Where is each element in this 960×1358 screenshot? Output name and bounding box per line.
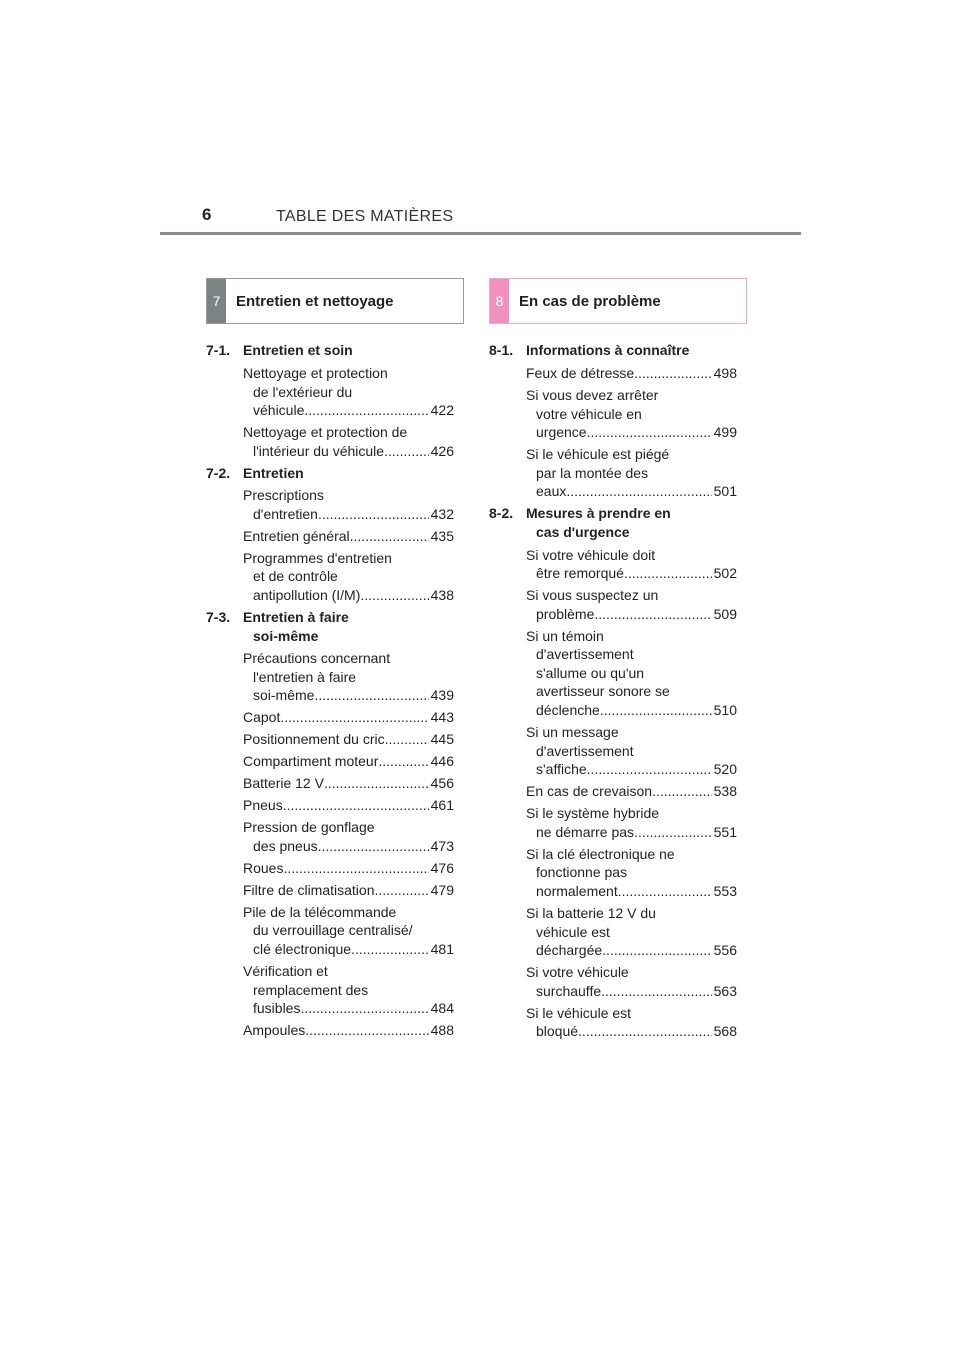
toc-entry[interactable] bbox=[489, 1004, 737, 1041]
header-rule bbox=[160, 232, 801, 235]
dot-leader bbox=[634, 364, 711, 383]
entry-line bbox=[243, 962, 454, 981]
entry-text: Prescriptions bbox=[243, 487, 324, 504]
entry-line bbox=[526, 1022, 737, 1041]
entry-line bbox=[526, 701, 737, 720]
entry-line bbox=[243, 505, 454, 524]
entry-line bbox=[526, 664, 737, 683]
page-reference: 473 bbox=[430, 837, 454, 854]
entry-text: Positionnement du cric bbox=[243, 731, 385, 748]
dot-leader bbox=[318, 505, 429, 524]
entry-text: Si le véhicule est piégé bbox=[526, 446, 670, 463]
page-reference: 556 bbox=[713, 942, 737, 959]
toc-entry[interactable] bbox=[206, 774, 454, 793]
page-reference: 568 bbox=[713, 1023, 737, 1040]
entry-text: Nettoyage et protection bbox=[243, 364, 388, 381]
toc-entry[interactable] bbox=[206, 903, 454, 959]
dot-leader bbox=[602, 941, 711, 960]
dot-leader bbox=[324, 774, 429, 793]
page-reference: 443 bbox=[430, 709, 454, 726]
entry-line bbox=[526, 963, 737, 982]
entry-line bbox=[526, 423, 737, 442]
entry-text: par la montée des bbox=[536, 464, 649, 481]
entry-line bbox=[243, 423, 454, 442]
entry-text: Feux de détresse bbox=[526, 364, 635, 381]
toc-entry[interactable] bbox=[206, 881, 454, 900]
subsection-number: 7-2. bbox=[206, 464, 231, 481]
entry-line bbox=[526, 586, 737, 605]
entry-text: Si un témoin bbox=[526, 627, 604, 644]
page-reference: 502 bbox=[713, 565, 737, 582]
entry-line bbox=[526, 782, 737, 801]
entry-line bbox=[243, 401, 454, 420]
entry-text: Roues bbox=[243, 859, 284, 876]
header-title: TABLE DES MATIÈRES bbox=[276, 208, 454, 225]
entry-line bbox=[243, 567, 454, 586]
page-reference: 488 bbox=[430, 1022, 454, 1039]
page-reference: 563 bbox=[713, 982, 737, 999]
entry-text: antipollution (I/M) bbox=[253, 587, 361, 604]
section-tab-8[interactable] bbox=[489, 278, 747, 324]
page-reference: 520 bbox=[713, 761, 737, 778]
toc-entry[interactable] bbox=[489, 845, 737, 901]
toc-entry[interactable] bbox=[489, 546, 737, 583]
section-title: Entretien et nettoyage bbox=[236, 292, 394, 310]
entry-text: Pression de gonflage bbox=[243, 819, 375, 836]
entry-line bbox=[526, 904, 737, 923]
entry-text: Pneus bbox=[243, 797, 283, 814]
page-reference: 438 bbox=[430, 587, 454, 604]
subsection-heading[interactable] bbox=[206, 341, 454, 360]
page-reference: 439 bbox=[430, 687, 454, 704]
dot-leader bbox=[384, 442, 429, 461]
toc-entry[interactable] bbox=[206, 423, 454, 460]
entry-text: Entretien général bbox=[243, 527, 350, 544]
entry-text: Ampoules bbox=[243, 1022, 306, 1039]
entry-line bbox=[243, 442, 454, 461]
entry-line bbox=[243, 796, 454, 815]
entry-text: ne démarre pas bbox=[536, 823, 635, 840]
entry-line bbox=[526, 845, 737, 864]
entry-text: de l'extérieur du bbox=[253, 383, 353, 400]
subsection-title: Entretien à faire soi-même bbox=[243, 609, 349, 644]
toc-entry[interactable] bbox=[489, 723, 737, 779]
entry-text: Si la clé électronique ne bbox=[526, 845, 675, 862]
toc-entry[interactable] bbox=[206, 649, 454, 705]
page-reference: 435 bbox=[430, 527, 454, 544]
entry-text: déclenche bbox=[536, 702, 600, 719]
entry-line bbox=[243, 383, 454, 402]
entry-text: fusibles bbox=[253, 1000, 301, 1017]
entry-line bbox=[243, 668, 454, 687]
toc-entry[interactable] bbox=[489, 904, 737, 960]
entry-text: Si le système hybride bbox=[526, 805, 660, 822]
toc-entry[interactable] bbox=[206, 527, 454, 546]
subsection-title: Entretien et soin bbox=[243, 342, 353, 359]
subsection-heading[interactable] bbox=[206, 608, 454, 645]
toc-entry[interactable] bbox=[489, 963, 737, 1000]
entry-text: d'avertissement bbox=[536, 646, 634, 663]
subsection-title: Entretien bbox=[243, 464, 304, 481]
dot-leader bbox=[375, 881, 429, 900]
section-number: 7 bbox=[207, 279, 226, 323]
entry-text: Vérification et bbox=[243, 963, 328, 980]
entry-line bbox=[243, 708, 454, 727]
entry-text: Batterie 12 V bbox=[243, 775, 324, 792]
dot-leader bbox=[601, 982, 712, 1001]
entry-line bbox=[243, 921, 454, 940]
dot-leader bbox=[318, 837, 429, 856]
dot-leader bbox=[283, 796, 429, 815]
entry-line bbox=[243, 940, 454, 959]
toc-entry[interactable] bbox=[489, 782, 737, 801]
toc-entry[interactable] bbox=[206, 549, 454, 605]
entry-text: Compartiment moteur bbox=[243, 753, 379, 770]
section-tab-7[interactable] bbox=[206, 278, 464, 324]
dot-leader bbox=[283, 859, 428, 878]
dot-leader bbox=[566, 482, 711, 501]
entry-line bbox=[526, 1004, 737, 1023]
page-reference: 445 bbox=[430, 731, 454, 748]
entry-line bbox=[243, 818, 454, 837]
subsection-number: 8-2. bbox=[489, 505, 514, 522]
page-reference: 456 bbox=[430, 775, 454, 792]
subsection-title: Mesures à prendre en cas d'urgence bbox=[526, 505, 671, 540]
page-reference: 501 bbox=[713, 483, 737, 500]
entry-text: s'affiche bbox=[536, 761, 587, 778]
page-reference: 553 bbox=[713, 882, 737, 899]
entry-line bbox=[526, 723, 737, 742]
page-reference: 481 bbox=[430, 941, 454, 958]
entry-line bbox=[526, 804, 737, 823]
page-reference: 426 bbox=[430, 442, 454, 459]
page-reference: 510 bbox=[713, 702, 737, 719]
entry-text: Si la batterie 12 V du bbox=[526, 904, 656, 921]
entry-text: En cas de crevaison bbox=[526, 783, 653, 800]
page-reference: 432 bbox=[430, 505, 454, 522]
dot-leader bbox=[304, 401, 428, 420]
toc-entry[interactable] bbox=[206, 796, 454, 815]
dot-leader bbox=[280, 708, 428, 727]
entry-text: problème bbox=[536, 605, 595, 622]
entry-line bbox=[243, 903, 454, 922]
page-reference: 538 bbox=[713, 783, 737, 800]
entry-text: fonctionne pas bbox=[536, 864, 628, 881]
dot-leader bbox=[587, 423, 712, 442]
section-title: En cas de problème bbox=[519, 292, 661, 310]
entry-line bbox=[526, 982, 737, 1001]
dot-leader bbox=[624, 564, 712, 583]
entry-line bbox=[526, 760, 737, 779]
entry-line bbox=[526, 386, 737, 405]
entry-text: et de contrôle bbox=[253, 568, 338, 585]
dot-leader bbox=[350, 527, 429, 546]
entry-line bbox=[243, 859, 454, 878]
toc-column-section-8 bbox=[489, 340, 737, 1044]
toc-entry[interactable] bbox=[206, 752, 454, 771]
dot-leader bbox=[360, 586, 428, 605]
dot-leader bbox=[652, 782, 712, 801]
entry-text: l'intérieur du véhicule bbox=[253, 442, 385, 459]
entry-line bbox=[243, 1021, 454, 1040]
entry-line bbox=[526, 445, 737, 464]
dot-leader bbox=[587, 760, 712, 779]
toc-entry[interactable] bbox=[206, 364, 454, 420]
entry-text: Si un message bbox=[526, 724, 619, 741]
dot-leader bbox=[305, 1021, 428, 1040]
entry-line bbox=[526, 546, 737, 565]
dot-leader bbox=[594, 605, 711, 624]
page-reference: 509 bbox=[713, 605, 737, 622]
toc-entry[interactable] bbox=[206, 818, 454, 855]
page-reference: 476 bbox=[430, 859, 454, 876]
toc-subsection bbox=[489, 341, 737, 501]
entry-text: l'entretien à faire bbox=[253, 668, 357, 685]
entry-text: Si votre véhicule bbox=[526, 964, 629, 981]
entry-text: Pile de la télécommande bbox=[243, 903, 397, 920]
entry-text: Précautions concernant bbox=[243, 650, 391, 667]
dot-leader bbox=[378, 752, 428, 771]
toc-entry[interactable] bbox=[206, 962, 454, 1018]
entry-text: Si vous suspectez un bbox=[526, 587, 659, 604]
entry-text: urgence bbox=[536, 424, 587, 441]
toc-column-section-7 bbox=[206, 340, 454, 1043]
page-reference: 499 bbox=[713, 424, 737, 441]
entry-text: d'avertissement bbox=[536, 742, 634, 759]
page-reference: 446 bbox=[430, 753, 454, 770]
toc-entry[interactable] bbox=[206, 708, 454, 727]
subsection-heading[interactable] bbox=[489, 504, 737, 541]
entry-text: Si votre véhicule doit bbox=[526, 546, 656, 563]
toc-entry[interactable] bbox=[489, 627, 737, 720]
entry-line bbox=[243, 999, 454, 1018]
dot-leader bbox=[300, 999, 428, 1018]
page-reference: 498 bbox=[713, 364, 737, 381]
section-number: 8 bbox=[490, 279, 509, 323]
subsection-number: 8-1. bbox=[489, 342, 514, 359]
entry-text: être remorqué bbox=[536, 565, 624, 582]
entry-text: des pneus bbox=[253, 837, 318, 854]
entry-line bbox=[243, 649, 454, 668]
entry-line bbox=[243, 752, 454, 771]
entry-text: véhicule est bbox=[536, 923, 610, 940]
entry-line bbox=[243, 586, 454, 605]
entry-text: normalement bbox=[536, 882, 618, 899]
entry-line bbox=[243, 527, 454, 546]
entry-line bbox=[526, 863, 737, 882]
entry-line bbox=[243, 981, 454, 1000]
toc-entry[interactable] bbox=[206, 859, 454, 878]
entry-line bbox=[243, 730, 454, 749]
toc-entry[interactable] bbox=[206, 1021, 454, 1040]
entry-text: véhicule bbox=[253, 402, 305, 419]
entry-line bbox=[526, 482, 737, 501]
toc-entry[interactable] bbox=[489, 445, 737, 501]
entry-line bbox=[526, 564, 737, 583]
entry-text: Capot bbox=[243, 709, 281, 726]
entry-text: clé électronique bbox=[253, 941, 352, 958]
entry-line bbox=[526, 941, 737, 960]
entry-line bbox=[526, 627, 737, 646]
entry-text: Filtre de climatisation bbox=[243, 881, 375, 898]
entry-line bbox=[243, 774, 454, 793]
toc-entry[interactable] bbox=[489, 386, 737, 442]
entry-line bbox=[243, 686, 454, 705]
entry-text: du verrouillage centralisé/ bbox=[253, 922, 413, 939]
entry-line bbox=[243, 549, 454, 568]
entry-text: bloqué bbox=[536, 1023, 579, 1040]
page-reference: 484 bbox=[430, 1000, 454, 1017]
entry-line bbox=[526, 823, 737, 842]
page-reference: 479 bbox=[430, 881, 454, 898]
toc-entry[interactable] bbox=[489, 364, 737, 383]
entry-text: avertisseur sonore se bbox=[536, 683, 670, 700]
entry-text: d'entretien bbox=[253, 505, 318, 522]
subsection-number: 7-3. bbox=[206, 609, 231, 626]
dot-leader bbox=[618, 882, 712, 901]
entry-text: Si vous devez arrêter bbox=[526, 386, 659, 403]
toc-entry[interactable] bbox=[489, 804, 737, 841]
dot-leader bbox=[578, 1022, 712, 1041]
entry-line bbox=[243, 881, 454, 900]
dot-leader bbox=[600, 701, 712, 720]
entry-text: s'allume ou qu'un bbox=[536, 664, 645, 681]
entry-line bbox=[526, 364, 737, 383]
entry-line bbox=[526, 682, 737, 701]
page-number: 6 bbox=[202, 205, 212, 224]
entry-line bbox=[526, 605, 737, 624]
entry-text: soi-même bbox=[253, 687, 315, 704]
entry-text: surchauffe bbox=[536, 982, 602, 999]
entry-line bbox=[526, 464, 737, 483]
toc-subsection bbox=[489, 504, 737, 1041]
entry-line bbox=[526, 923, 737, 942]
subsection-heading[interactable] bbox=[489, 341, 737, 360]
subsection-number: 7-1. bbox=[206, 342, 231, 359]
toc-subsection bbox=[206, 608, 454, 1040]
entry-line bbox=[243, 837, 454, 856]
page-header bbox=[160, 204, 801, 234]
subsection-title: Informations à connaître bbox=[526, 342, 690, 359]
toc-subsection bbox=[206, 341, 454, 460]
page-reference: 551 bbox=[713, 823, 737, 840]
toc-entry[interactable] bbox=[489, 586, 737, 623]
entry-text: eaux bbox=[536, 483, 567, 500]
entry-text: Programmes d'entretien bbox=[243, 549, 392, 566]
entry-line bbox=[243, 486, 454, 505]
entry-text: déchargée bbox=[536, 942, 603, 959]
entry-line bbox=[526, 645, 737, 664]
dot-leader bbox=[314, 686, 428, 705]
entry-text: Nettoyage et protection de bbox=[243, 424, 408, 441]
dot-leader bbox=[385, 730, 429, 749]
dot-leader bbox=[634, 823, 712, 842]
entry-text: Si le véhicule est bbox=[526, 1004, 632, 1021]
toc-entry[interactable] bbox=[206, 730, 454, 749]
entry-line bbox=[526, 742, 737, 761]
entry-text: votre véhicule en bbox=[536, 405, 642, 422]
page-reference: 422 bbox=[430, 402, 454, 419]
subsection-heading[interactable] bbox=[206, 464, 454, 483]
toc-subsection bbox=[206, 464, 454, 605]
page-reference: 461 bbox=[430, 797, 454, 814]
toc-entry[interactable] bbox=[206, 486, 454, 523]
entry-line bbox=[243, 364, 454, 383]
entry-line bbox=[526, 405, 737, 424]
dot-leader bbox=[351, 940, 429, 959]
entry-text: remplacement des bbox=[253, 981, 369, 998]
entry-line bbox=[526, 882, 737, 901]
